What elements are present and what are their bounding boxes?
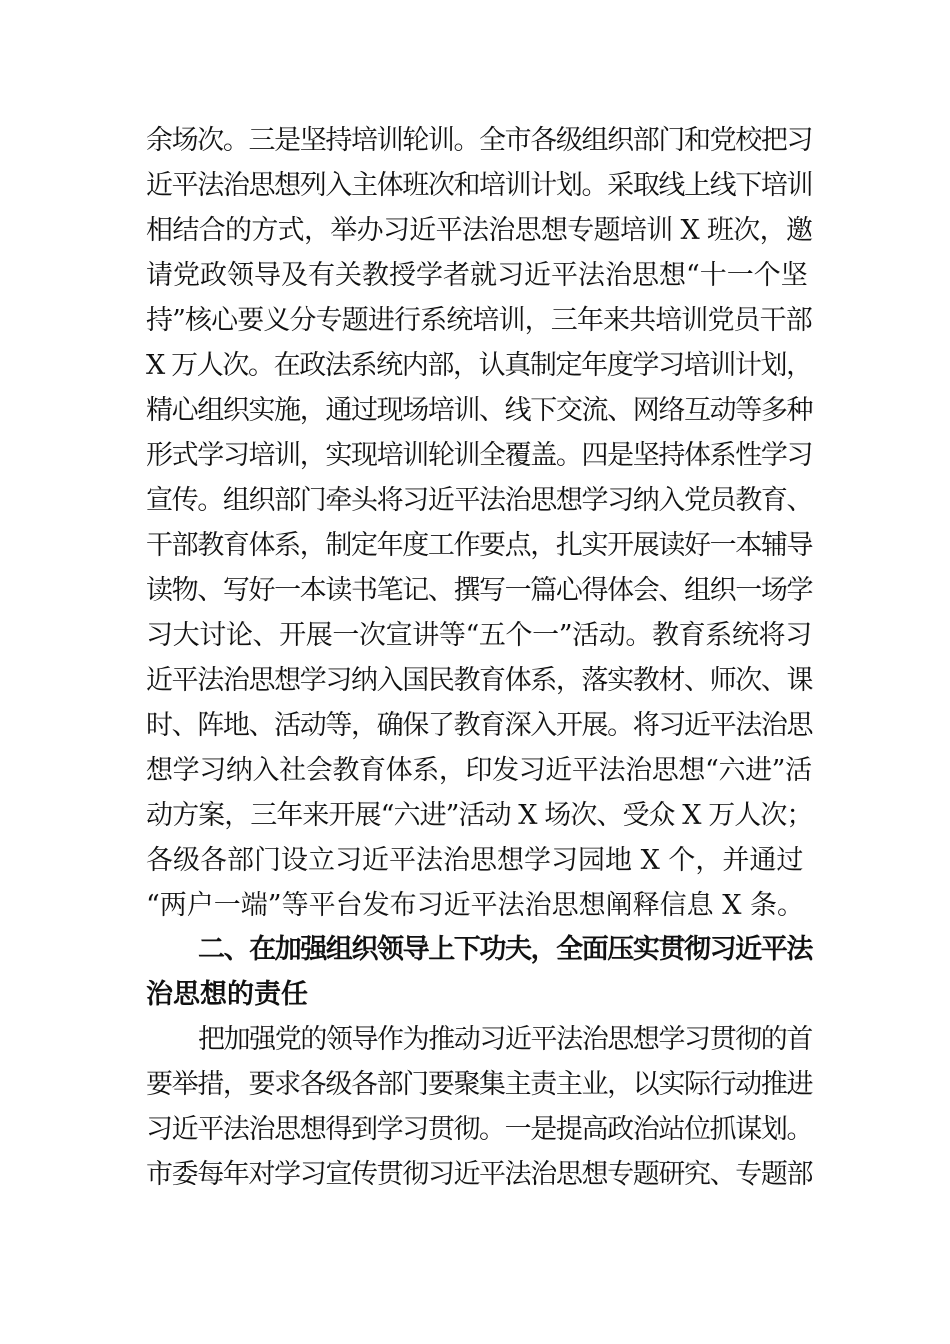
text-line: 近平法治思想列入主体班次和培训计划。采取线上线下培训 [146, 170, 813, 201]
text-line: 精心组织实施，通过现场培训、线下交流、网络互动等多种 [146, 395, 813, 426]
text-line: 相结合的方式，举办习近平法治思想专题培训 X 班次，邀 [146, 215, 813, 246]
text-line: 形式学习培训，实现培训轮训全覆盖。四是坚持体系性学习 [146, 440, 813, 471]
text-line: “两户一端”等平台发布习近平法治思想阐释信息 X 条。 [146, 890, 804, 921]
text-line: 近平法治思想学习纳入国民教育体系，落实教材、师次、课 [146, 665, 813, 696]
text-line: 请党政领导及有关教授学者就习近平法治思想“十一个坚 [146, 260, 808, 291]
text-line: 习大讨论、开展一次宣讲等“五个一”活动。教育系统将习 [146, 620, 812, 651]
text-line: 要举措，要求各级各部门要聚集主责主业，以实际行动推进 [146, 1069, 813, 1100]
text-line: 持”核心要义分专题进行系统培训，三年来共培训党员干部 [146, 305, 812, 336]
text-line: 动方案，三年来开展“六进”活动 X 场次、受众 X 万人次； [146, 800, 813, 831]
text-line: 干部教育体系，制定年度工作要点，扎实开展读好一本辅导 [146, 530, 813, 561]
section-heading-continued: 治思想的责任 [146, 979, 308, 1010]
text-line: 余场次。三是坚持培训轮训。全市各级组织部门和党校把习 [146, 125, 813, 156]
text-line: 各级各部门设立习近平法治思想学习园地 X 个，并通过 [146, 845, 804, 876]
text-line: 时、阵地、活动等，确保了教育深入开展。将习近平法治思 [146, 710, 813, 741]
paragraph-first-line: 把加强党的领导作为推动习近平法治思想学习贯彻的首 [198, 1024, 812, 1055]
text-line: X 万人次。在政法系统内部，认真制定年度学习培训计划， [146, 350, 812, 381]
text-line: 市委每年对学习宣传贯彻习近平法治思想专题研究、专题部 [146, 1159, 813, 1190]
text-line: 想学习纳入社会教育体系，印发习近平法治思想“六进”活 [146, 755, 812, 786]
text-line: 宣传。组织部门牵头将习近平法治思想学习纳入党员教育、 [146, 485, 813, 516]
section-heading: 二、在加强组织领导上下功夫，全面压实贯彻习近平法 [198, 934, 812, 965]
text-line: 读物、写好一本读书笔记、撰写一篇心得体会、组织一场学 [146, 575, 813, 606]
text-line: 习近平法治思想得到学习贯彻。一是提高政治站位抓谋划。 [146, 1114, 813, 1145]
